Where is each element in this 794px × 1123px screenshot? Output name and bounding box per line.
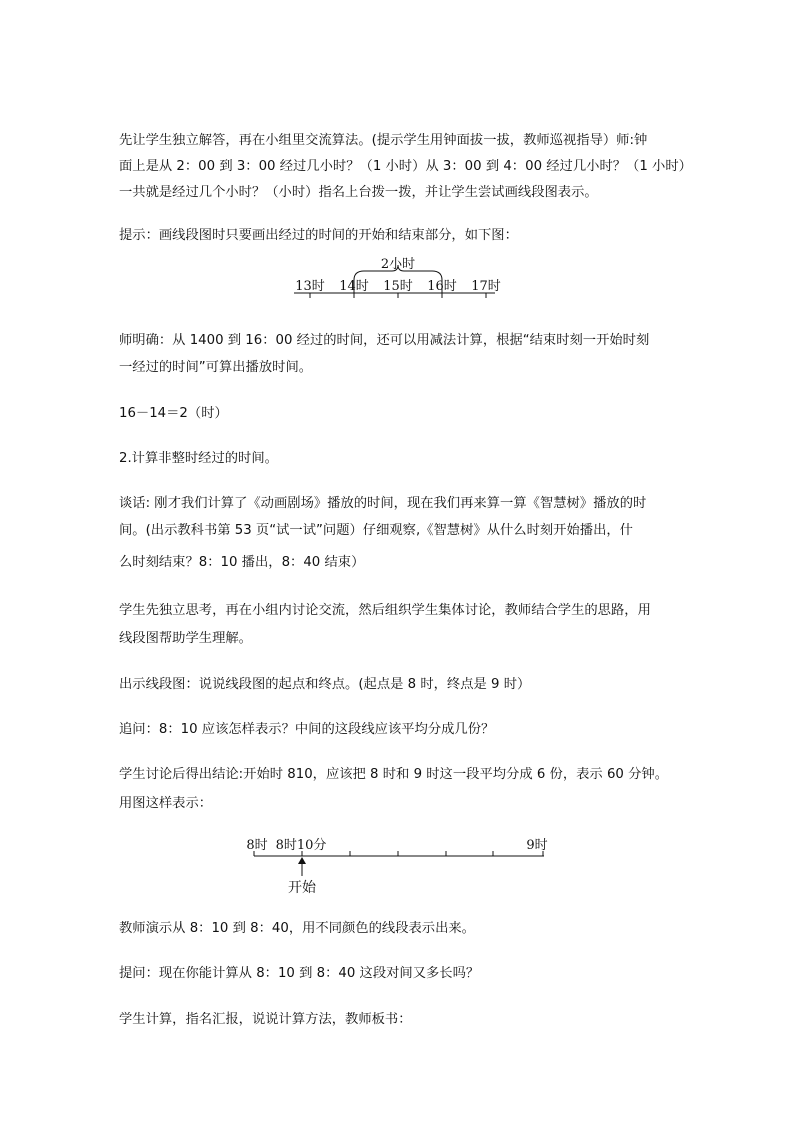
tick-label-14: 14时	[339, 279, 369, 294]
paragraph-students-1: 学生先独立思考，再在小组内讨论交流，然后组织学生集体讨论，教师结合学生的思路，用	[119, 603, 651, 618]
paragraph-board: 学生计算，指名汇报，说说计算方法，教师板书：	[119, 1012, 412, 1027]
section-heading: 2.计算非整时经过的时间。	[119, 451, 278, 466]
paragraph-hint: 提示：画线段图时只要画出经过的时间的开始和结束部分，如下图：	[119, 228, 518, 243]
paragraph-conclusion-2: 用图这样表示：	[119, 796, 213, 811]
line-segment-svg	[280, 250, 510, 305]
paragraph-intro-1: 先让学生独立解答，再在小组里交流算法。(提示学生用钟面拔一拔，教师巡视指导）师:钟	[119, 133, 648, 148]
tick-label-17: 17时	[471, 279, 501, 294]
paragraph-intro-2: 面上是从 2：00 到 3：00 经过几小时？（1 小时）从 3：00 到 4：00 经过几小时？（1 小时）	[119, 159, 692, 174]
paragraph-teacher-clarify-1: 师明确：从 1400 到 16：00 经过的时间，还可以用减法计算，根据“结束时刻一开始时刻	[119, 333, 650, 348]
line-segment-diagram-minutes	[240, 832, 560, 900]
tick-label-16: 16时	[427, 279, 457, 294]
paragraph-follow-up: 追问：8：10 应该怎样表示？中间的这段线应该平均分成几份？	[119, 722, 495, 737]
paragraph-show-diagram: 出示线段图：说说线段图的起点和终点。(起点是 8 时，终点是 9 时）	[119, 677, 531, 692]
label-9h: 9时	[526, 838, 548, 853]
start-label: 开始	[288, 880, 316, 896]
paragraph-demo: 教师演示从 8：10 到 8：40，用不同颜色的线段表示出来。	[119, 921, 475, 936]
equation-line: 16－14＝2（时）	[119, 406, 228, 421]
paragraph-intro-3: 一共就是经过几个小时？（小时）指名上台拨一拨，并让学生尝试画线段图表示。	[119, 185, 598, 200]
paragraph-talk-1: 谈话: 刚才我们计算了《动画剧场》播放的时间，现在我们再来算一算《智慧树》播放的时	[119, 496, 647, 511]
minute-segment-svg	[240, 832, 560, 900]
paragraph-question: 提问：现在你能计算从 8：10 到 8：40 这段对间又多长吗？	[119, 966, 480, 981]
paragraph-talk-3: 么时刻结束？8：10 播出，8：40 结束）	[119, 555, 365, 570]
tick-label-13: 13时	[295, 279, 325, 294]
label-8h10m: 8时10分	[275, 838, 327, 853]
tick-label-15: 15时	[383, 279, 413, 294]
start-arrow-icon	[298, 857, 306, 864]
brace-label: 2小时	[380, 257, 416, 272]
paragraph-teacher-clarify-2: 一经过的时间”可算出播放时间。	[119, 360, 313, 375]
paragraph-talk-2: 间。(出示教科书第 53 页“试一试”问题）仔细观察,《智慧树》从什么时刻开始播出，什	[119, 523, 633, 538]
label-8h: 8时	[246, 838, 268, 853]
line-segment-diagram-hours	[280, 250, 510, 305]
paragraph-students-2: 线段图帮助学生理解。	[119, 631, 252, 646]
paragraph-conclusion-1: 学生讨论后得出结论:开始时 810，应该把 8 时和 9 时这一段平均分成 6 份，表示 60 分钟。	[119, 767, 668, 782]
